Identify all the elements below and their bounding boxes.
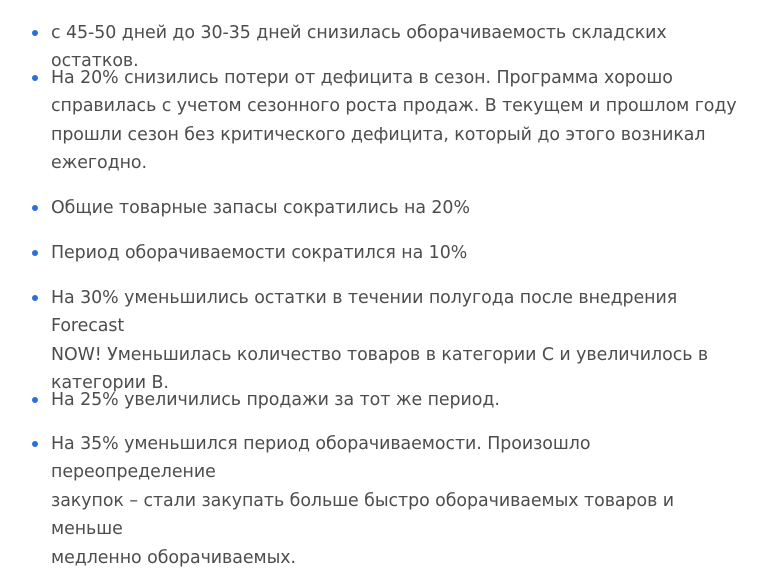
list-item-line: NOW! Уменьшилась количество товаров в категории С и увеличилось в: [51, 344, 709, 365]
list-item-line: ежегодно.: [51, 153, 147, 174]
list-item-line: Период оборачиваемости сократился на 10%: [51, 243, 468, 263]
list-item-text: [51, 239, 741, 267]
bullet-dot-icon: [32, 205, 38, 211]
list-item-text: [51, 284, 741, 398]
list-item-line: Общие товарные запасы сократились на 20%: [51, 198, 470, 218]
list-item-line: категории В.: [51, 373, 169, 394]
list-item-line: закупок – стали закупать больше быстро оборачиваемых товаров и меньше: [51, 490, 675, 540]
bullet-dot-icon: [32, 441, 38, 447]
list-item-line: На 30% уменьшились остатки в течении полугода после внедрения Forecast: [51, 288, 678, 337]
list-item-line: прошли сезон без критического дефицита, который до этого возникал: [51, 124, 706, 145]
bullet-dot-icon: [32, 295, 38, 301]
list-item-text: [51, 386, 741, 414]
list-item-line: справилась с учетом сезонного роста продаж. В текущем и прошлом году: [51, 96, 737, 117]
list-item-text: [51, 430, 741, 572]
list-item-line: На 20% снизились потери от дефицита в сезон. Программа хорошо: [51, 68, 673, 88]
list-item-text: [51, 194, 741, 222]
list-item-line: На 35% уменьшился период оборачиваемости. Произошло переопределение: [51, 434, 591, 483]
list-item-line: с 45-50 дней до 30-35 дней снизилась оборачиваемость складских остатков.: [51, 23, 667, 72]
list-item-line: На 25% увеличились продажи за тот же период.: [51, 390, 500, 410]
list-item-line: медленно оборачиваемых.: [51, 547, 296, 568]
bullet-dot-icon: [32, 75, 38, 81]
list-item-text: [51, 64, 741, 178]
bullet-dot-icon: [32, 30, 38, 36]
bullet-dot-icon: [32, 397, 38, 403]
bullet-dot-icon: [32, 250, 38, 256]
